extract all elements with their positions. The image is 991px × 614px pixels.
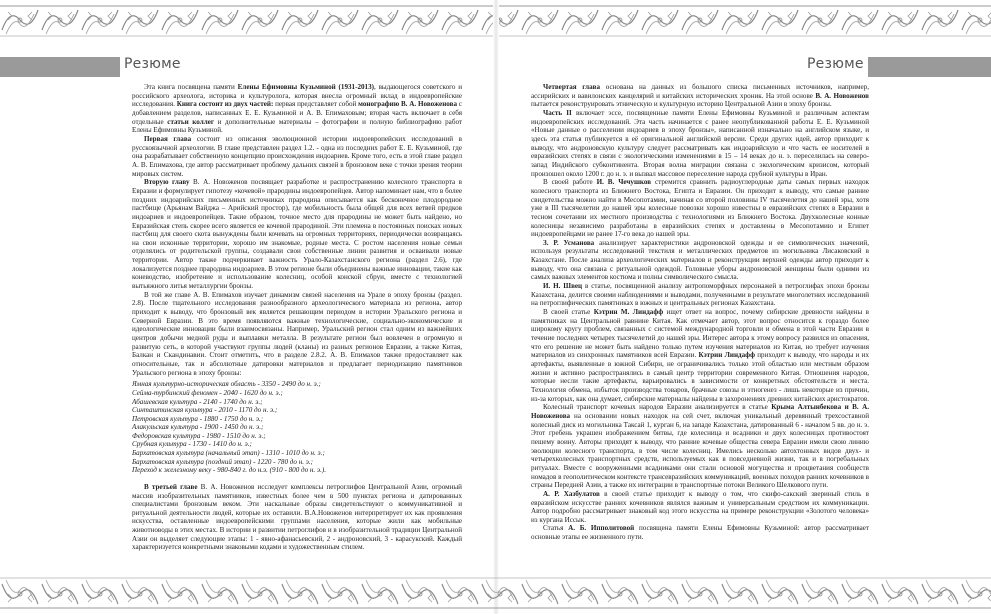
period-item: Бархатовская культура (поздний этап) - 1220 - 780 до н. э.; bbox=[132, 457, 314, 466]
text-run: и дополнительные материалы – фотографии и полную библиографию работ Елены Ефимовны Кузьминой. bbox=[132, 117, 462, 135]
text-run: первая представляет собой bbox=[273, 100, 359, 109]
period-item: Переход к железному веку - 980-840 г. до н.э. (910 - 800 до н. э.). bbox=[132, 466, 327, 475]
bold-run: Первая глава bbox=[144, 134, 192, 143]
text-run: ищет ответ на вопрос, почему сибирские древности найдены в памятниках на Центральной равнине Китая. Как отмечает автор, этот вопрос относится к гораздо более широкому кругу проблем, связанных с системой международной торговли и обмена в этой части Евразии в течение последних четырех тысячелетий до нашей эры. Интерес автора к этому вопросу развился из опасения, что его решение не может быть найдено только путем изучения материалов из Китая, но требует изучения материалов из синхронных памятников всей Евразии. bbox=[531, 308, 870, 360]
paragraph-chapter-3 bbox=[132, 483, 462, 552]
paragraph-chechushkov bbox=[531, 178, 869, 239]
bold-run: З. Р. Усманова bbox=[543, 238, 595, 247]
left-page-text bbox=[132, 83, 462, 552]
text-run: Колесный транспорт кочевых народов Евразии анализируется в статье bbox=[543, 403, 772, 412]
bold-run: И. В. Чечушков bbox=[596, 178, 652, 187]
bold-run: монографию В. А. Новоженова bbox=[358, 100, 458, 109]
text-run: анализирует характеристики андроновской одежды и ее символических значений, используя результаты исследований текстиля и металлических предметов из могильника Лисаковский в Казахстане. После анализа археологических материалов и реконструкции верхней одежды автор приходит к выводу, что она связана с ритуальной одеждой. Головные уборы андроновской женщины были одними из самых важных элементов костюма и полны символического смысла. bbox=[531, 238, 869, 282]
paragraph-shvets bbox=[531, 282, 869, 308]
bold-run: Вторую главу bbox=[144, 178, 190, 187]
text-run: с добавлением разделов, написанных Е. Е. Кузьминой и А. В. Епимаховым; вторая часть включает в себя отдельные bbox=[132, 100, 462, 126]
period-item: Ямная культурно-историческая область - 3350 - 2490 до н. э.; bbox=[132, 380, 321, 389]
paragraph-khazbulatov bbox=[531, 490, 869, 525]
paragraph-intro bbox=[132, 83, 462, 135]
right-page-text bbox=[531, 83, 869, 542]
paragraph-chapter-1 bbox=[132, 135, 462, 178]
bold-run: В. А. Новоженов bbox=[815, 91, 869, 100]
period-item: Алакульская культура - 1900 - 1450 до н. э.; bbox=[132, 423, 264, 432]
bold-run: В третьей главе bbox=[144, 482, 198, 491]
text-run: включает эссе, посвященные памяти Елены Ефимовны Кузьминой и различным аспектам индоевропейских исследований. Эта часть начинается с ранее неопубликованной работы Е. Е. Кузьминой «Новые данные о расселении индоариев в эпоху бронзы», написанной изначально на английском языке, и здесь эта статья публикуется в её оригинальной английской версии. Среди других идей, автор приходит к выводу, что андроновскую культуру следует рассматривать как индоарийскую и что часть ее носителей в евразийских степях в связи с экологическими изменениями в 15 – 14 веках до н. э. переселилась на северо-запад Индийского субконтинента. Вторая волна миграции связана с экологическим кризисом, который произошел около 1200 г. до н. э. и вызвал массовое переселение народа срубной культуры в Иран. bbox=[531, 108, 869, 178]
text-run: Эта книга посвящена памяти bbox=[144, 83, 238, 91]
page-title-left: Резюме bbox=[124, 56, 181, 72]
paragraph-altynbekov bbox=[531, 403, 869, 490]
paragraph-ippolitova bbox=[531, 524, 869, 541]
text-run: приходит к выводу, что народы и их артефакты, выявленные в южной Сибири, не ограничивались только этой областью или местным образом жизни и активно распространялись в самый центр территории современного Китая. Отношения народов, которые несли такие артефакты, варьировались в зависимости от конкретных обстоятельств и места. Технология обмена, избыток производства товаров, брачные союзы и этногенез - лишь некоторые из причин, из-за которых, как она думает, сибирские материалы найдены в захоронениях древних китайских аристократов. bbox=[531, 351, 869, 403]
text-run: стремится сравнить радиоуглеродные даты самых первых находок колесного транспорта из Ближнего Востока, Египта и Евразии. Он приходит к выводу, что самые ранние свидетельства можно найти в Месопотамии, начиная со второй половины IV тысячелетия до нашей эры, хотя уже в III тысячелетии до нашей эры колесные повозки хорошо известны в евразийских степях в Евразии в тесном сочетании их местного производства с технологиями из Ближнего Востока. Двухколесные конные колесницы независимо разработаны в евразийских степях и доставлены в Месопотамию и Египет индоевропейцами не ранее 17-го века до нашей эры. bbox=[531, 178, 869, 239]
text-run: посвящена памяти Елены Ефимовны Кузьминой: автор рассматривает основные этапы ее жизненного пути. bbox=[531, 524, 870, 542]
bold-run: Кэтрин М. Линдафф bbox=[593, 308, 664, 317]
text-run: В. А. Новоженов исследует комплексы петроглифов Центральной Азии, огромный массив изобразительных памятников, известных более чем в 500 пунктах региона и датированных специалистами бронзовым веком. Эти наскальные образы свидетельствуют о коммуникативной и ритуальной деятельности людей, которые их оставили. В.А.Новоженов интерпретирует их как проявления искусства, оставленные индоевропейскими группами населения, которые жили как мобильные животноводы в этих местах. В истории и развитии петроглифов и в изобразительной традиции Центральной Азии он выделяет следующие этапы: 1 - явно-афанасьевский, 2 - андроновский, 3 - карасукский. Каждый характеризуется конкретными знаковыми кодами и художественным стилем. bbox=[132, 482, 462, 552]
bold-run: статьи коллег bbox=[167, 117, 215, 126]
text-run: на основании новых находок на сей счет, включая уникальный деревянный трехсоставной колесный диск из могильника Таксай 1, курган 6, на западе Казахстана, датированный 6 - началом 5 вв. до н. э. Этот гребень украшен изображением битвы, где колесница и всадники и двух колесницах противостоят пешему воину. Авторы приходят к выводу, что ранние кочевые общества севера Евразии имели свою линию эволюции колесного транспорта, в том числе колесниц. Имелись несколько автохтонных видов двух- и четырехколесных транспортных средств, используемых как в повседневной жизни, так и в погребальных ритуалах. Вместе с вооруженными всадниками они стали основой могущества и процветания сообществ номадов в геополитическом контексте трансевразийских коммуникаций, военных походов ранних кочевников в страны Передней Азии, а также их интеграции в транспортные потоки Великого Шелкового пути. bbox=[531, 411, 869, 490]
paragraph-linduff bbox=[531, 308, 869, 403]
bold-run: Книга состоит из двух частей: bbox=[176, 100, 274, 109]
bold-run: А. Б. Ипполитовой bbox=[568, 524, 635, 533]
bottom-ornament-border bbox=[0, 574, 991, 614]
text-run: , выдающегося советского и российского археолога, историка и культуролога, которая внесла огромный вклад в индоевропейские исследования. bbox=[132, 83, 462, 109]
bold-run: Елены Ефимовны Кузьминой (1931-2013) bbox=[237, 83, 374, 91]
text-run: в своей статье приходит к выводу о том, что скифо-сакский звериный стиль в евразийском искусстве ранних кочевников являлся важным и универсальным средством их коммуникации. Автор подробно рассматривает знаковый код этого искусства на примере реконструкции «Золотого человека» из кургана Иссык. bbox=[531, 489, 869, 524]
bold-run: И. Н. Швец bbox=[543, 282, 583, 291]
bold-run: Крыма Алтынбекова и В. А. Новоженова bbox=[531, 403, 869, 420]
period-item: Федоровская культура - 1980 - 1510 до н. э.; bbox=[132, 431, 266, 440]
paragraph-chapter-2 bbox=[132, 178, 462, 291]
text-run: состоит из описания эволюционной истории индоевропейских исследований в русскоязычной археологии. В главе представлен раздел 1.2. - одна из последних работ Е. Е. Кузьминой, где она разрабатывает собственную концепцию происхождения индоариев. Кроме того, есть в этой главе раздел А. В. Епимахова, где автор рассматривает проблему дальних связей в бронзовом веке с точки зрения теории мировых систем. bbox=[132, 134, 462, 178]
period-item: Срубная культура - 1730 - 1410 до н. э.; bbox=[132, 440, 252, 449]
text-run: в статье, посвященной анализу антропоморфных персонажей в петроглифах эпохи бронзы Казахстана, делится своими наблюдениями и выводами, полученными в результате многолетних исследований на петроглифических памятниках в южных и центральных регионах Казахстана. bbox=[531, 282, 869, 308]
bold-run: А. Р. Хазбулатов bbox=[543, 489, 600, 498]
text-run: В своей работе bbox=[543, 178, 597, 187]
paragraph-part-2 bbox=[531, 109, 869, 178]
page-title-right: Резюме bbox=[807, 56, 864, 72]
paragraph-chapter-4 bbox=[531, 83, 869, 109]
text-run: Статья bbox=[543, 524, 569, 533]
paragraph-epimakhov: В той же главе А. В. Епимахов изучает динамизм связей населения на Урале в эпоху бронзы (раздел. 2.8). После тщательного исследования разнообразного археологического материала из региона, автор приходит к выводу, что бронзовый век является решающим периодом в истории Уральского региона и Северной Евразии. В это время появляются важные технологические, социально-экономические и идеологические инновации были взаимосвязаны. Например, Уральский регион стал одним из важнейших центров добычи медной руды и выплавки металла. В результате регион был вовлечен в огромную и развитую сеть, в которой участвуют группы людей (кланы) из разных регионов Евразии, а также Китая, Балкан и Скандинавии. Стоит отметить, что в разделе 2.8.2. А. В. Епимахов также предоставляет как относительные, так и абсолютные датировки материалов и предлагает периодизацию памятников Уральского региона в эпоху бронзы: bbox=[132, 290, 462, 377]
bold-run: Четвертая глава bbox=[543, 83, 601, 91]
period-list bbox=[132, 380, 462, 475]
text-run: В своей статье bbox=[543, 308, 594, 317]
bold-run: Кэтрин Линдафф bbox=[698, 351, 755, 360]
period-item: Сейма-турбинский феномен - 2040 - 1620 до н. э.; bbox=[132, 388, 283, 397]
header-bar-right bbox=[868, 57, 991, 77]
period-item: Абашевская культура - 2140 - 1740 до н. э.; bbox=[132, 397, 263, 406]
text-run: основана на данных из большого списка письменных источников, например, ассирийских и вавилонских канцелярий и китайских исторических хроник. На этой основе bbox=[531, 83, 869, 100]
text-run: В. А. Новоженов посвящает разработке и распространению колесного транспорта в Евразии и формулирует гипотезу «кочевой» прародины индоевропейцев. Автор напоминает нам, что в более поздних индоарийских письменных источниках прародина описывается как бесконечное плодородное пастбище (Арьянам Вайджа – Арийский простор), где мобильность была общей для всех ветвей предков индоариев и индоевропейцев. Такие образом, точное место для прародины не может быть найдено, но Евразийская степь скорее всего является ее кочевой прародиной. Эти племена в постоянных поисках новых пастбищ для своего скота вынуждены были кочевать на огромных территориях, периодически возвращаясь на свои исконные территории, хорошо им знакомые, родные места. С ростом населения новые семьи отделялись от родительской группы, создавали свои собственные линии развития и осваивали новые территории. Автор также подчеркивает важность Урало-Казахстанского региона (раздел 2.6), где локализуется позднее прародина индоариев. В этом регионе были объединены важные инновации, такие как коневодство, изобретение и использование колесниц, особой конской сбруи, вместе с технологией вытьяжного литья металлургии бронзы. bbox=[132, 178, 462, 291]
period-item: Синташтинская культура - 2010 - 1170 до н. э.; bbox=[132, 406, 278, 415]
spine-gutter bbox=[493, 0, 499, 614]
header-bar-left bbox=[0, 57, 120, 77]
text-run: пытается реконструировать этническую и культурную историю Центральной Азии в эпоху бронзы. bbox=[531, 100, 832, 109]
period-item: Бархатовская культура (начальный этап) - 1310 - 1010 до н. э.; bbox=[132, 449, 325, 458]
paragraph-usmanova bbox=[531, 239, 869, 282]
bold-run: Часть II bbox=[543, 108, 572, 117]
period-item: Петровская культура - 1880 - 1750 до н. э.; bbox=[132, 414, 264, 423]
